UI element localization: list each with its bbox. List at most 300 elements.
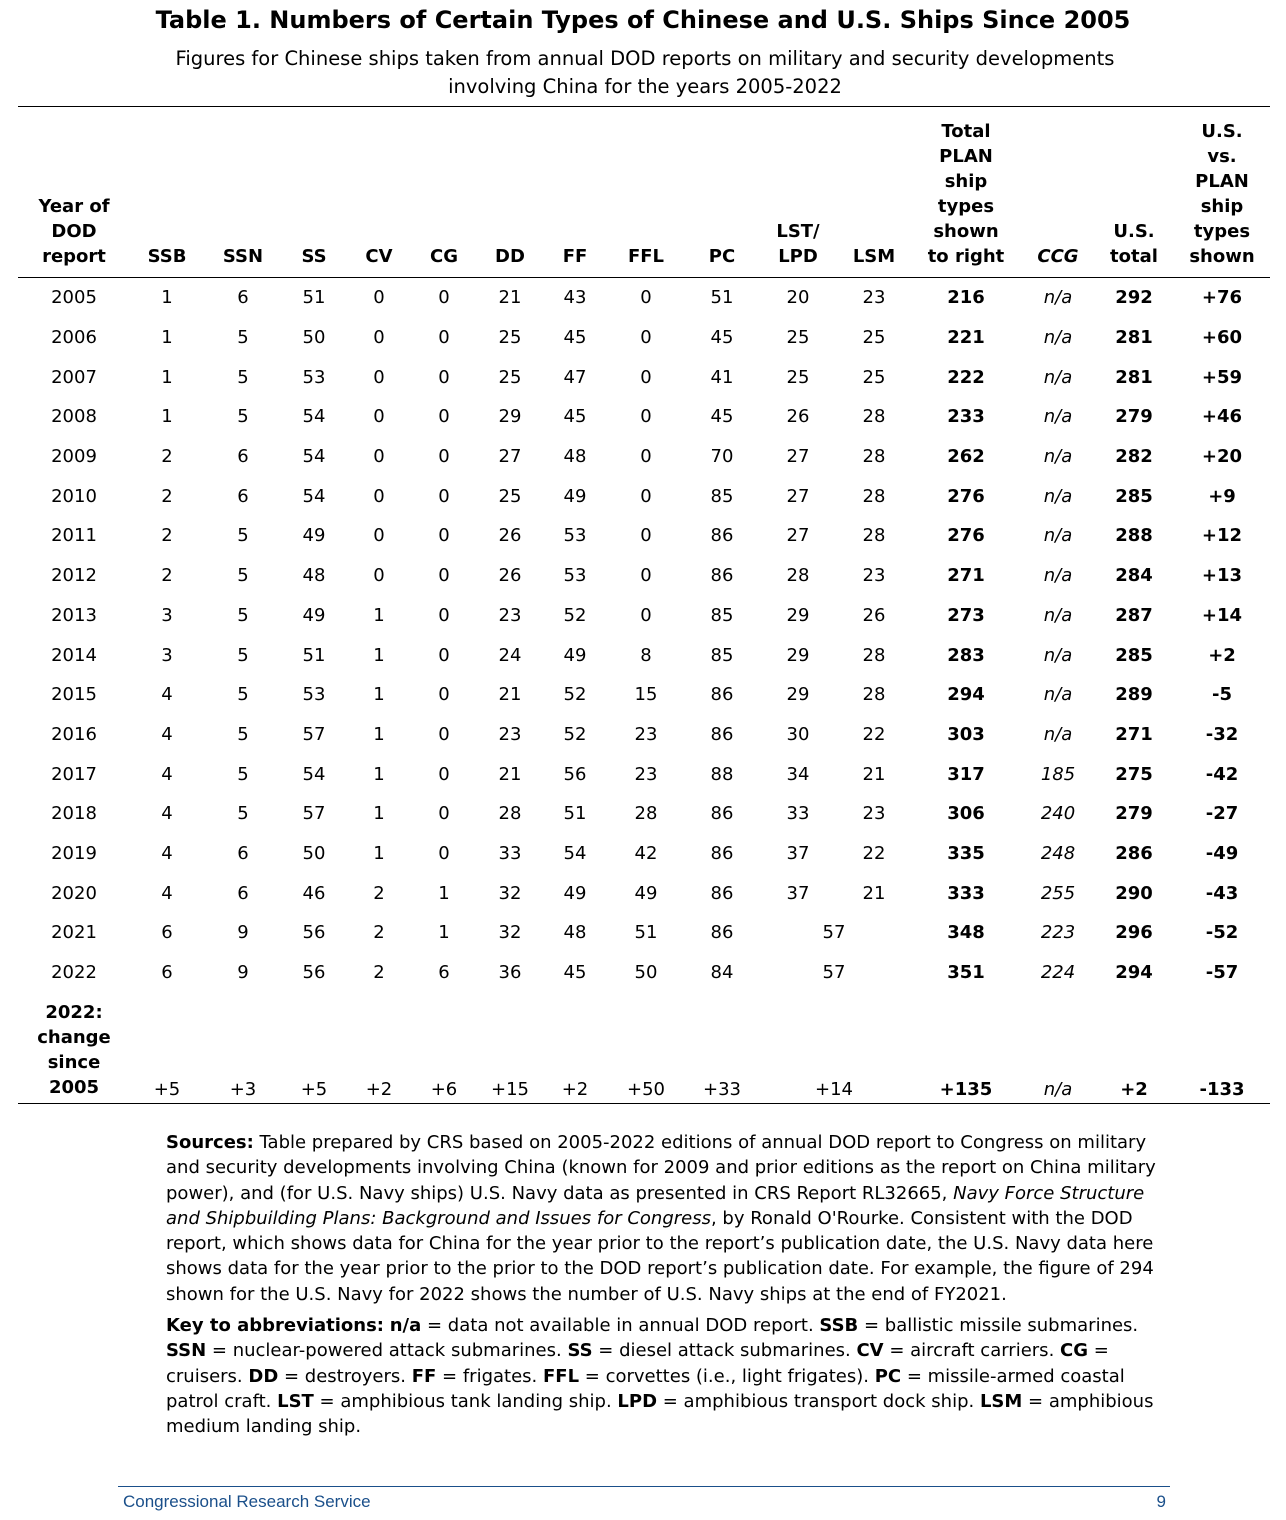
cell-lst-lpd: 37 <box>786 882 810 904</box>
cell-ffl: 0 <box>640 565 652 587</box>
cell-ss: 56 <box>302 962 326 984</box>
cell-ccg: 255 <box>1040 882 1076 904</box>
table-row <box>18 556 1270 596</box>
cell-ff: 54 <box>563 842 587 864</box>
table-row <box>18 357 1270 397</box>
table-row <box>18 715 1270 755</box>
cell-us-vs-plan: -5 <box>1212 684 1232 706</box>
header-pc: PC <box>686 107 758 278</box>
cell-lsm: 28 <box>862 525 886 547</box>
cell-ff: 45 <box>563 327 587 349</box>
cell-cg: 1 <box>438 882 450 904</box>
cell-ccg: n/a <box>1043 446 1073 468</box>
cell-us-vs-plan: -43 <box>1205 882 1239 904</box>
cell-cv: 1 <box>373 684 385 706</box>
cell-ff: 45 <box>563 406 587 428</box>
cell-ff: 49 <box>563 644 587 666</box>
cell-cg: 0 <box>438 525 450 547</box>
cell-cv: 0 <box>373 366 385 388</box>
ships-table <box>18 106 1270 1104</box>
cell-cg: 0 <box>438 763 450 785</box>
cell-ff: 49 <box>563 882 587 904</box>
cell-lsm: 25 <box>862 366 886 388</box>
cell-ssb: 1 <box>161 366 173 388</box>
cell-ssb: 3 <box>161 644 173 666</box>
cell-ff: 49 <box>563 485 587 507</box>
cell-us-vs-plan: -57 <box>1205 962 1239 984</box>
cell-ssn: 5 <box>237 723 249 745</box>
cell-ssb: 4 <box>161 803 173 825</box>
cell-ff: 52 <box>563 723 587 745</box>
cell-us-total: 292 <box>1115 287 1153 309</box>
change-us-total: +2 <box>1094 992 1174 1104</box>
cell-ssb: 6 <box>161 962 173 984</box>
cell-us-vs-plan: +13 <box>1201 565 1243 587</box>
cell-ssn: 6 <box>237 842 249 864</box>
cell-total-plan: 306 <box>947 803 985 825</box>
cell-ff: 43 <box>563 287 587 309</box>
change-ccg: n/a <box>1022 992 1094 1104</box>
change-cv: +2 <box>346 992 412 1104</box>
cell-year: 2005 <box>51 287 97 309</box>
cell-year: 2006 <box>51 327 97 349</box>
cell-lst-lpd: 29 <box>786 684 810 706</box>
header-ffl: FFL <box>606 107 686 278</box>
cell-lsm: 26 <box>862 604 886 626</box>
cell-year: 2012 <box>51 565 97 587</box>
abbr-term: LSM <box>979 1390 1023 1412</box>
cell-lst-lpd: 29 <box>786 604 810 626</box>
cell-lsm: 28 <box>862 684 886 706</box>
cell-ffl: 23 <box>634 723 658 745</box>
change-lst-lpd: +14 <box>758 992 910 1104</box>
cell-year: 2009 <box>51 446 97 468</box>
abbr-definition: = amphibious tank landing ship. <box>313 1390 618 1412</box>
cell-ss: 57 <box>302 803 326 825</box>
cell-ss: 49 <box>302 604 326 626</box>
cell-pc: 85 <box>710 604 734 626</box>
cell-total-plan: 262 <box>947 446 985 468</box>
cell-us-total: 296 <box>1115 922 1153 944</box>
cell-year: 2013 <box>51 604 97 626</box>
cell-us-total: 279 <box>1115 406 1153 428</box>
cell-ssn: 9 <box>237 962 249 984</box>
cell-dd: 36 <box>498 962 522 984</box>
abbr-term: CG <box>1060 1340 1088 1362</box>
abbr-definition: = diesel attack submarines. <box>592 1340 857 1362</box>
cell-year: 2019 <box>51 842 97 864</box>
cell-pc: 41 <box>710 366 734 388</box>
cell-ff: 48 <box>563 446 587 468</box>
abbr-definition: = data not available in annual DOD report. <box>421 1315 820 1337</box>
cell-year: 2007 <box>51 366 97 388</box>
abbr-term: PC <box>874 1365 902 1387</box>
cell-dd: 21 <box>498 287 522 309</box>
cell-ffl: 0 <box>640 327 652 349</box>
abbr-definition: = aircraft carriers. <box>883 1340 1061 1362</box>
table-title: Table 1. Numbers of Certain Types of Chinese and U.S. Ships Since 2005 <box>155 6 1131 34</box>
cell-ss: 53 <box>302 684 326 706</box>
cell-lst-lpd: 27 <box>786 446 810 468</box>
cell-ccg: n/a <box>1043 565 1073 587</box>
cell-lsm: 28 <box>862 406 886 428</box>
cell-ss: 57 <box>302 723 326 745</box>
header-ccg: CCG <box>1022 107 1094 278</box>
report-title: Navy Force Structure and Shipbuilding Plans: Background and Issues for Congress <box>166 1182 1145 1229</box>
header-ssb: SSB <box>130 107 204 278</box>
table-row <box>18 437 1270 477</box>
cell-ssn: 6 <box>237 287 249 309</box>
cell-cv: 0 <box>373 525 385 547</box>
footer-publisher: Congressional Research Service <box>123 1492 371 1511</box>
cell-us-total: 286 <box>1115 842 1153 864</box>
change-ss: +5 <box>282 992 346 1104</box>
cell-us-vs-plan: +20 <box>1201 446 1243 468</box>
cell-ffl: 15 <box>634 684 658 706</box>
table-row <box>18 596 1270 636</box>
cell-ff: 52 <box>563 604 587 626</box>
cell-ff: 48 <box>563 922 587 944</box>
header-cg: CG <box>412 107 476 278</box>
abbr-definition: = frigates. <box>436 1365 543 1387</box>
cell-ff: 53 <box>563 565 587 587</box>
cell-dd: 32 <box>498 882 522 904</box>
cell-year: 2008 <box>51 406 97 428</box>
cell-cg: 0 <box>438 604 450 626</box>
cell-lst-lpd: 29 <box>786 644 810 666</box>
cell-year: 2016 <box>51 723 97 745</box>
cell-ss: 49 <box>302 525 326 547</box>
cell-ss: 54 <box>302 763 326 785</box>
cell-lst-lpd: 37 <box>786 842 810 864</box>
cell-pc: 86 <box>710 922 734 944</box>
cell-cv: 1 <box>373 604 385 626</box>
cell-year: 2021 <box>51 922 97 944</box>
table-body <box>18 278 1270 1104</box>
abbr-term: n/a <box>389 1315 422 1337</box>
cell-cg: 0 <box>438 684 450 706</box>
abbr-definition: = corvettes (i.e., light frigates). <box>579 1365 875 1387</box>
header-total-plan: Total PLAN ship types shown to right <box>910 107 1022 278</box>
cell-ssn: 6 <box>237 485 249 507</box>
cell-pc: 51 <box>710 287 734 309</box>
cell-us-total: 282 <box>1115 446 1153 468</box>
cell-ff: 53 <box>563 525 587 547</box>
table-row <box>18 873 1270 913</box>
cell-ccg: 223 <box>1040 922 1076 944</box>
cell-year: 2020 <box>51 882 97 904</box>
cell-year: 2022 <box>51 962 97 984</box>
cell-cg: 0 <box>438 287 450 309</box>
cell-ssn: 6 <box>237 882 249 904</box>
cell-pc: 86 <box>710 842 734 864</box>
cell-total-plan: 271 <box>947 565 985 587</box>
cell-ssn: 5 <box>237 327 249 349</box>
cell-ss: 54 <box>302 485 326 507</box>
subtitle-line-1: Figures for Chinese ships taken from annual DOD reports on military and security developments <box>175 47 1115 70</box>
abbr-term: SS <box>567 1340 593 1362</box>
cell-ss: 50 <box>302 842 326 864</box>
cell-total-plan: 221 <box>947 327 985 349</box>
cell-lsm: 21 <box>862 763 886 785</box>
change-ffl: +50 <box>606 992 686 1104</box>
change-dd: +15 <box>476 992 544 1104</box>
cell-us-total: 279 <box>1115 803 1153 825</box>
cell-ssn: 6 <box>237 446 249 468</box>
cell-total-plan: 333 <box>947 882 985 904</box>
cell-dd: 21 <box>498 684 522 706</box>
cell-us-vs-plan: +46 <box>1201 406 1243 428</box>
table-row <box>18 953 1270 993</box>
header-ss: SS <box>282 107 346 278</box>
footer-divider <box>118 1486 1170 1487</box>
cell-cg: 6 <box>438 962 450 984</box>
cell-ccg: 248 <box>1040 842 1076 864</box>
cell-us-total: 284 <box>1115 565 1153 587</box>
cell-us-total: 289 <box>1115 684 1153 706</box>
cell-ss: 53 <box>302 366 326 388</box>
cell-lsm: 23 <box>862 565 886 587</box>
cell-ffl: 0 <box>640 525 652 547</box>
cell-cv: 0 <box>373 327 385 349</box>
cell-ffl: 0 <box>640 446 652 468</box>
cell-lst-lpd: 25 <box>786 327 810 349</box>
cell-us-total: 294 <box>1115 962 1153 984</box>
cell-us-vs-plan: -27 <box>1205 803 1239 825</box>
cell-total-plan: 294 <box>947 684 985 706</box>
cell-ssb: 6 <box>161 922 173 944</box>
cell-cv: 1 <box>373 803 385 825</box>
cell-total-plan: 335 <box>947 842 985 864</box>
cell-ffl: 42 <box>634 842 658 864</box>
cell-ssb: 1 <box>161 287 173 309</box>
cell-ffl: 0 <box>640 406 652 428</box>
cell-cg: 0 <box>438 842 450 864</box>
cell-cg: 1 <box>438 922 450 944</box>
cell-ccg: n/a <box>1043 684 1073 706</box>
cell-lst-lpd: 57 <box>822 962 846 984</box>
abbr-term: FFL <box>543 1365 580 1387</box>
cell-us-vs-plan: +60 <box>1201 327 1243 349</box>
key-note <box>166 1313 1166 1439</box>
cell-pc: 84 <box>710 962 734 984</box>
cell-ssb: 2 <box>161 525 173 547</box>
cell-dd: 28 <box>498 803 522 825</box>
cell-cv: 0 <box>373 446 385 468</box>
cell-ssb: 2 <box>161 485 173 507</box>
change-pc: +33 <box>686 992 758 1104</box>
cell-ff: 56 <box>563 763 587 785</box>
change-us-vs-plan: -133 <box>1174 992 1270 1104</box>
cell-lsm: 22 <box>862 723 886 745</box>
cell-lst-lpd: 27 <box>786 485 810 507</box>
table-row <box>18 754 1270 794</box>
cell-pc: 45 <box>710 327 734 349</box>
cell-us-total: 288 <box>1115 525 1153 547</box>
cell-ssb: 4 <box>161 684 173 706</box>
change-ff: +2 <box>544 992 606 1104</box>
cell-pc: 86 <box>710 684 734 706</box>
cell-ccg: 185 <box>1040 763 1076 785</box>
cell-year: 2018 <box>51 803 97 825</box>
cell-ssn: 5 <box>237 525 249 547</box>
abbr-term: FF <box>411 1365 437 1387</box>
cell-dd: 21 <box>498 763 522 785</box>
cell-ssn: 5 <box>237 565 249 587</box>
cell-total-plan: 222 <box>947 366 985 388</box>
sources-note: Sources: Table prepared by CRS based on 2005-2022 editions of annual DOD report to Congress on military and security developments involving China (known for 2009 and prior editions as the report on China military power), and (for U.S. Navy ships) U.S. Navy data as presented in CRS Report RL32665, Navy Force Structure and Shipbuilding Plans: Background and Issues for Congress, by Ronald O'Rourke. Consistent with the DOD report, which shows data for China for the year prior to the report’s publication date, the U.S. Navy data here shows data for the year prior to the prior to the DOD report’s publication date. For example, the figure of 294 shown for the U.S. Navy for 2022 shows the number of U.S. Navy ships at the end of FY2021. <box>166 1132 1156 1305</box>
cell-lsm: 23 <box>862 803 886 825</box>
cell-ccg: n/a <box>1043 723 1073 745</box>
cell-lsm: 21 <box>862 882 886 904</box>
cell-us-total: 287 <box>1115 604 1153 626</box>
cell-us-total: 281 <box>1115 366 1153 388</box>
cell-ffl: 0 <box>640 604 652 626</box>
cell-ssb: 2 <box>161 446 173 468</box>
cell-ffl: 51 <box>634 922 658 944</box>
table-row <box>18 794 1270 834</box>
abbr-definition: = destroyers. <box>278 1365 412 1387</box>
cell-cg: 0 <box>438 723 450 745</box>
sources-label: Sources: <box>166 1132 254 1153</box>
cell-ssn: 5 <box>237 684 249 706</box>
cell-dd: 23 <box>498 604 522 626</box>
abbr-term: LST <box>277 1390 314 1412</box>
cell-lsm: 23 <box>862 287 886 309</box>
cell-cv: 2 <box>373 882 385 904</box>
cell-pc: 45 <box>710 406 734 428</box>
abbr-definition: = cruisers. <box>166 1340 1109 1387</box>
abbr-term: SSN <box>166 1340 207 1362</box>
table-row <box>18 516 1270 556</box>
cell-dd: 25 <box>498 366 522 388</box>
cell-total-plan: 276 <box>947 485 985 507</box>
cell-total-plan: 273 <box>947 604 985 626</box>
table-row <box>18 913 1270 953</box>
cell-us-total: 275 <box>1115 763 1153 785</box>
cell-ffl: 23 <box>634 763 658 785</box>
cell-ss: 54 <box>302 406 326 428</box>
cell-us-vs-plan: -32 <box>1205 723 1239 745</box>
cell-dd: 25 <box>498 327 522 349</box>
cell-us-vs-plan: +76 <box>1201 287 1243 309</box>
header-lsm: LSM <box>838 107 910 278</box>
cell-ssn: 5 <box>237 604 249 626</box>
cell-total-plan: 317 <box>947 763 985 785</box>
cell-lst-lpd: 33 <box>786 803 810 825</box>
abbr-term: SSB <box>819 1315 859 1337</box>
cell-lst-lpd: 26 <box>786 406 810 428</box>
cell-us-vs-plan: +14 <box>1201 604 1243 626</box>
cell-lst-lpd: 25 <box>786 366 810 388</box>
cell-lst-lpd: 30 <box>786 723 810 745</box>
cell-ccg: 240 <box>1040 803 1076 825</box>
cell-dd: 33 <box>498 842 522 864</box>
cell-total-plan: 233 <box>947 406 985 428</box>
cell-year: 2014 <box>51 644 97 666</box>
cell-us-vs-plan: +12 <box>1201 525 1243 547</box>
cell-ffl: 50 <box>634 962 658 984</box>
cell-cv: 1 <box>373 842 385 864</box>
header-us-vs-plan: U.S. vs. PLAN ship types shown <box>1174 107 1270 278</box>
cell-ss: 48 <box>302 565 326 587</box>
change-row <box>18 992 1270 1104</box>
cell-ssn: 5 <box>237 763 249 785</box>
cell-cv: 0 <box>373 287 385 309</box>
cell-ssb: 1 <box>161 327 173 349</box>
cell-lsm: 28 <box>862 644 886 666</box>
cell-ccg: n/a <box>1043 525 1073 547</box>
table-row <box>18 397 1270 437</box>
cell-ff: 45 <box>563 962 587 984</box>
cell-total-plan: 351 <box>947 962 985 984</box>
cell-year: 2015 <box>51 684 97 706</box>
cell-dd: 26 <box>498 565 522 587</box>
cell-cg: 0 <box>438 485 450 507</box>
cell-ffl: 0 <box>640 485 652 507</box>
page-number: 9 <box>1156 1492 1166 1511</box>
cell-ssb: 1 <box>161 406 173 428</box>
table-row <box>18 834 1270 874</box>
header-year: Year of DOD report <box>18 107 130 278</box>
cell-ccg: n/a <box>1043 604 1073 626</box>
cell-lst-lpd: 27 <box>786 525 810 547</box>
cell-ccg: 224 <box>1040 962 1076 984</box>
cell-cg: 0 <box>438 565 450 587</box>
cell-lsm: 25 <box>862 327 886 349</box>
abbr-term: DD <box>248 1365 279 1387</box>
cell-dd: 23 <box>498 723 522 745</box>
header-cv: CV <box>346 107 412 278</box>
cell-cv: 0 <box>373 406 385 428</box>
cell-ssn: 5 <box>237 803 249 825</box>
cell-total-plan: 303 <box>947 723 985 745</box>
table-notes <box>166 1130 1166 1446</box>
cell-cv: 1 <box>373 644 385 666</box>
header-row <box>18 107 1270 278</box>
abbr-definition: = amphibious medium landing ship. <box>166 1390 1154 1438</box>
cell-dd: 26 <box>498 525 522 547</box>
cell-lsm: 28 <box>862 485 886 507</box>
change-total-plan: +135 <box>910 992 1022 1104</box>
cell-dd: 24 <box>498 644 522 666</box>
cell-ssn: 9 <box>237 922 249 944</box>
cell-dd: 27 <box>498 446 522 468</box>
cell-total-plan: 216 <box>947 287 985 309</box>
cell-us-vs-plan: -49 <box>1205 842 1239 864</box>
cell-us-total: 271 <box>1115 723 1153 745</box>
cell-ccg: n/a <box>1043 327 1073 349</box>
cell-ss: 54 <box>302 446 326 468</box>
cell-ssn: 5 <box>237 406 249 428</box>
cell-cg: 0 <box>438 327 450 349</box>
table-row <box>18 278 1270 318</box>
cell-lst-lpd: 20 <box>786 287 810 309</box>
cell-ccg: n/a <box>1043 644 1073 666</box>
cell-ss: 56 <box>302 922 326 944</box>
cell-ssn: 5 <box>237 366 249 388</box>
cell-cg: 0 <box>438 446 450 468</box>
cell-cv: 0 <box>373 485 385 507</box>
cell-cv: 0 <box>373 565 385 587</box>
cell-cg: 0 <box>438 366 450 388</box>
cell-year: 2010 <box>51 485 97 507</box>
cell-cg: 0 <box>438 803 450 825</box>
cell-pc: 86 <box>710 723 734 745</box>
cell-us-vs-plan: -42 <box>1205 763 1239 785</box>
cell-total-plan: 283 <box>947 644 985 666</box>
cell-ssb: 4 <box>161 723 173 745</box>
